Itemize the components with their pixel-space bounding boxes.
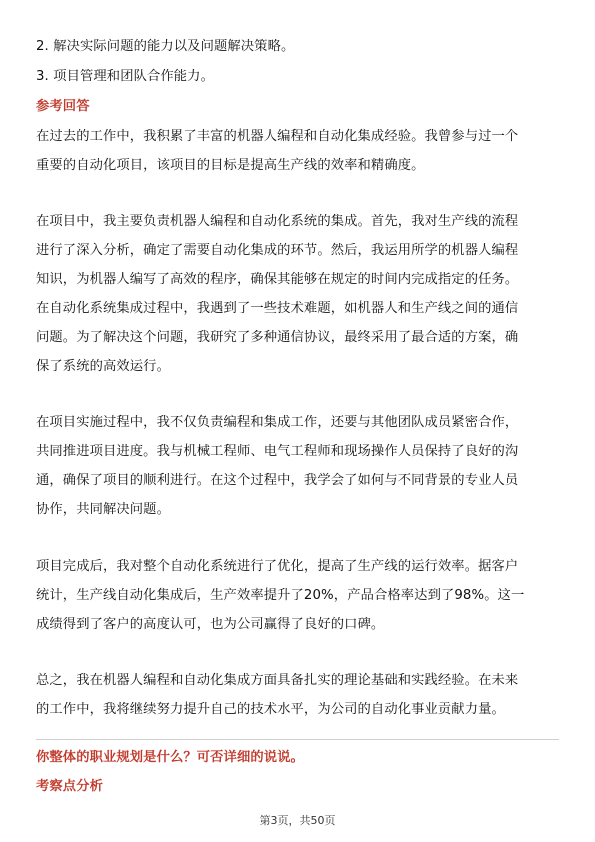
paragraph-line: 项目完成后，我对整个自动化系统进行了优化，提高了生产线的运行效率。据客户: [36, 559, 519, 574]
paragraph-line: 总之，我在机器人编程和自动化集成方面具备扎实的理论基础和实践经验。在未来: [36, 673, 519, 688]
paragraph-line: 保了系统的高效运行。: [36, 359, 170, 374]
list-item: 3. 项目管理和团队合作能力。: [36, 69, 214, 84]
analysis-heading: 考察点分析: [36, 779, 103, 794]
paragraph-line: 在自动化系统集成过程中，我遇到了一些技术难题，如机器人和生产线之间的通信: [36, 301, 519, 316]
paragraph-line: 重要的自动化项目，该项目的目标是提高生产线的效率和精确度。: [36, 158, 425, 173]
question-heading: 你整体的职业规划是什么？可否详细的说说。: [36, 750, 304, 765]
paragraph-line: 协作，共同解决问题。: [36, 502, 170, 517]
section-divider: [36, 739, 559, 740]
paragraph-line: 成绩得到了客户的高度认可，也为公司赢得了良好的口碑。: [36, 617, 385, 632]
paragraph-line: 在项目中，我主要负责机器人编程和自动化系统的集成。首先，我对生产线的流程: [36, 214, 519, 229]
page-number: 第3页，共50页: [259, 814, 336, 827]
paragraph-line: 进行了深入分析，确定了需要自动化集成的环节。然后，我运用所学的机器人编程: [36, 243, 519, 258]
paragraph-line: 在项目实施过程中，我不仅负责编程和集成工作，还要与其他团队成员紧密合作，: [36, 415, 519, 430]
paragraph-line: 问题。为了解决这个问题，我研究了多种通信协议，最终采用了最合适的方案，确: [36, 330, 519, 345]
paragraph-line: 的工作中，我将继续努力提升自己的技术水平，为公司的自动化事业贡献力量。: [36, 702, 505, 717]
paragraph-line: 统计，生产线自动化集成后，生产效率提升了20%，产品合格率达到了98%。这一: [36, 588, 525, 603]
paragraph-line: 共同推进项目进度。我与机械工程师、电气工程师和现场操作人员保持了良好的沟: [36, 444, 519, 459]
list-item: 2. 解决实际问题的能力以及问题解决策略。: [36, 39, 295, 54]
paragraph-line: 通，确保了项目的顺利进行。在这个过程中，我学会了如何与不同背景的专业人员: [36, 473, 519, 488]
paragraph-line: 在过去的工作中，我积累了丰富的机器人编程和自动化集成经验。我曾参与过一个: [36, 129, 519, 144]
answer-heading: 参考回答: [36, 99, 90, 114]
paragraph-line: 知识，为机器人编写了高效的程序，确保其能够在规定的时间内完成指定的任务。: [36, 272, 519, 287]
